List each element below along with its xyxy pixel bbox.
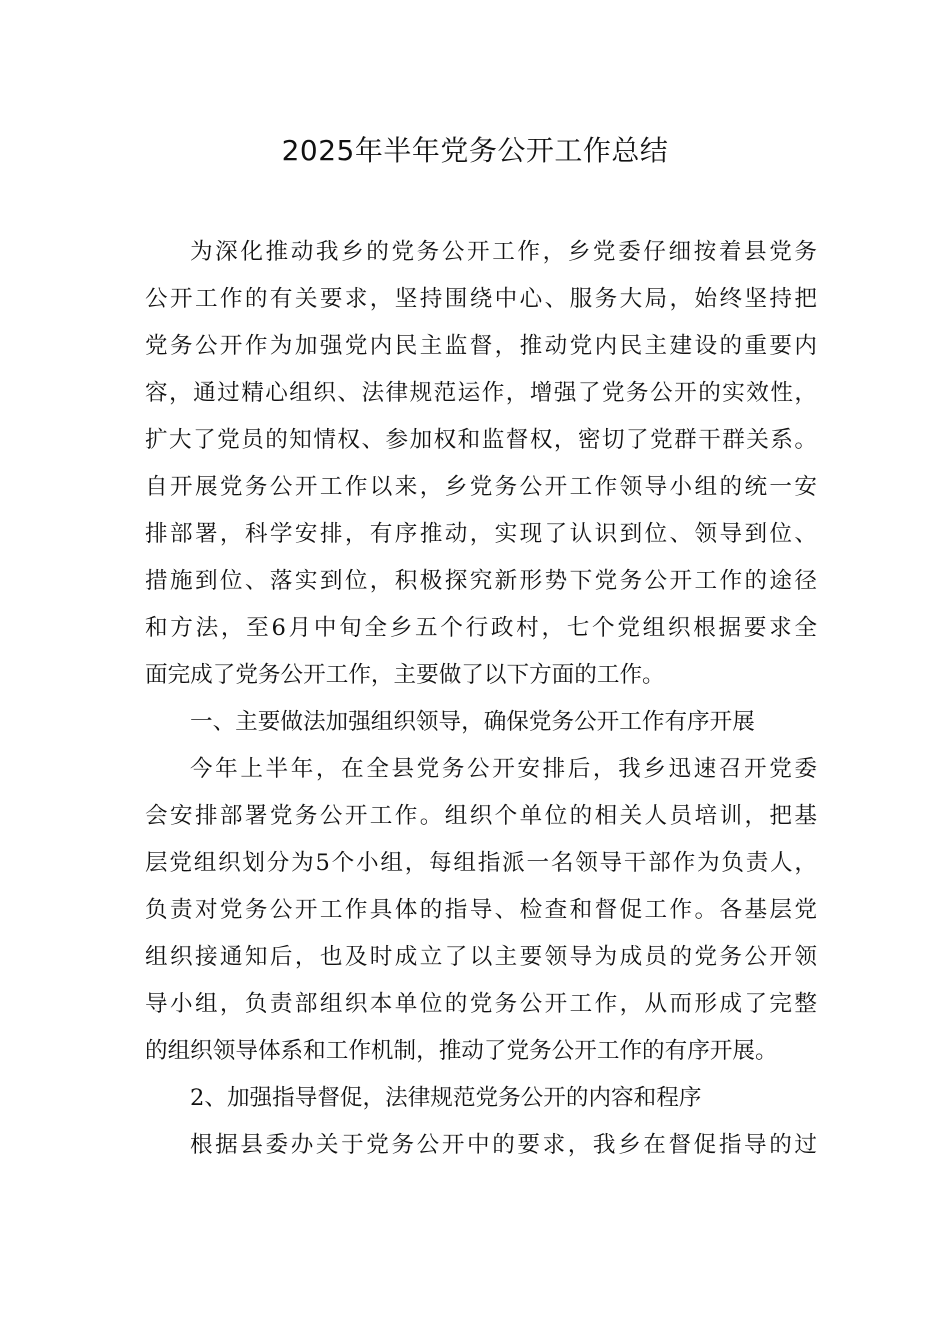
body-line: 扩大了党员的知情权、参加权和监督权，密切了党群干群关系。	[145, 427, 817, 453]
body-line: 容，通过精心组织、法律规范运作，增强了党务公开的实效性，	[145, 380, 817, 406]
body-line: 排部署，科学安排，有序推动，实现了认识到位、领导到位、	[145, 521, 817, 547]
document-title: 2025年半年党务公开工作总结	[281, 134, 669, 167]
body-line: 党务公开作为加强党内民主监督，推动党内民主建设的重要内	[145, 333, 817, 359]
body-line: 面完成了党务公开工作，主要做了以下方面的工作。	[145, 662, 665, 688]
body-line: 一、主要做法加强组织领导，确保党务公开工作有序开展	[190, 709, 755, 735]
body-line: 今年上半年，在全县党务公开安排后，我乡迅速召开党委	[190, 756, 817, 782]
body-line: 自开展党务公开工作以来，乡党务公开工作领导小组的统一安	[145, 474, 817, 500]
body-line: 层党组织划分为5个小组，每组指派一名领导干部作为负责人，	[145, 850, 817, 876]
body-line: 的组织领导体系和工作机制，推动了党务公开工作的有序开展。	[145, 1038, 778, 1064]
body-line: 导小组，负责部组织本单位的党务公开工作，从而形成了完整	[145, 991, 817, 1017]
body-line: 为深化推动我乡的党务公开工作，乡党委仔细按着县党务	[190, 239, 817, 265]
body-line: 和方法，至6月中旬全乡五个行政村，七个党组织根据要求全	[145, 615, 817, 641]
body-line: 负责对党务公开工作具体的指导、检查和督促工作。各基层党	[145, 897, 817, 923]
document-body	[145, 229, 817, 1169]
body-line: 措施到位、落实到位，积极探究新形势下党务公开工作的途径	[145, 568, 817, 594]
body-line: 会安排部署党务公开工作。组织个单位的相关人员培训，把基	[145, 803, 817, 829]
body-line: 2、加强指导督促，法律规范党务公开的内容和程序	[190, 1085, 702, 1111]
body-line: 根据县委办关于党务公开中的要求，我乡在督促指导的过	[190, 1132, 817, 1158]
body-line: 组织接通知后，也及时成立了以主要领导为成员的党务公开领	[145, 944, 817, 970]
body-line: 公开工作的有关要求，坚持围绕中心、服务大局，始终坚持把	[145, 286, 817, 312]
